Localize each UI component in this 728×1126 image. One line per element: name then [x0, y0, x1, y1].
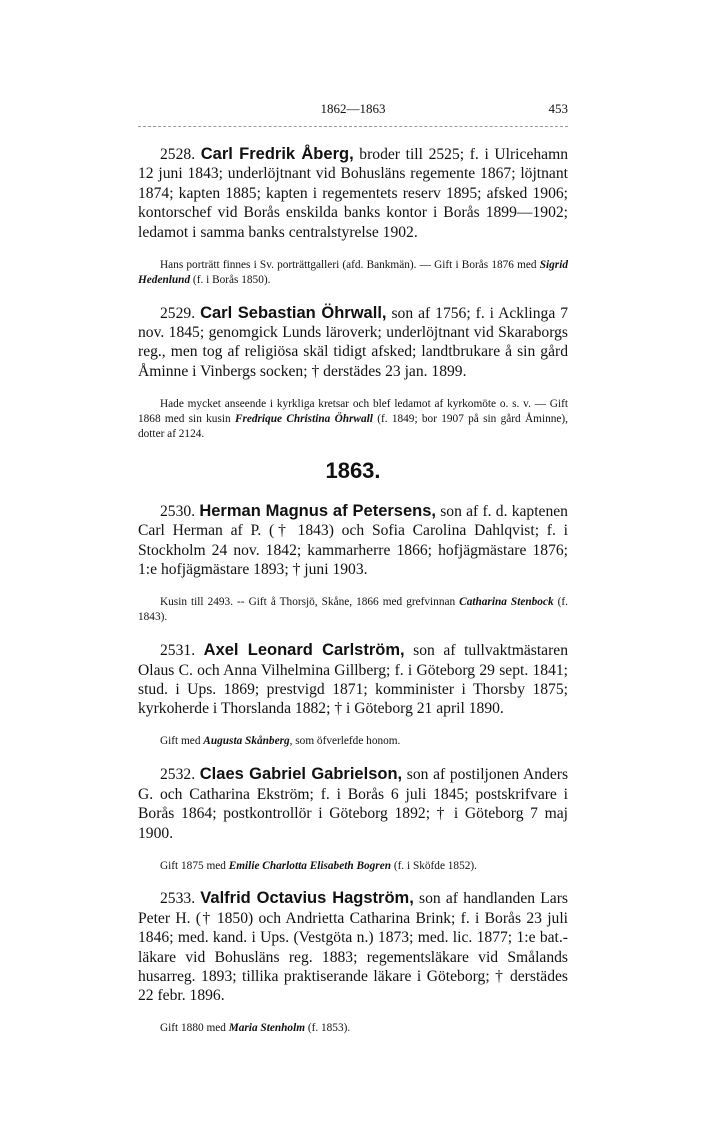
note-spouse-name: Augusta Skånberg [203, 735, 290, 748]
entry-text: son af tullvaktmästaren Olaus C. och Anna Vilhelmina Gillberg; f. i Göteborg 29 sept. 1841; stud. i Ups. 1869; prestvigd 1871; komminister i Thorsby 1875; kyrkoherde i Thorslanda 1882; † i Göteborg 21 april 1890. [138, 642, 568, 718]
year-heading: 1863. [325, 458, 381, 484]
entry [138, 304, 568, 443]
entry-text-block [138, 765, 568, 843]
entry-number: 2532. [160, 766, 196, 784]
entry-text: broder till 2525; f. i Ulricehamn 12 juni 1843; underlöjtnant vid Bohusläns regemente 1867; löjtnant 1874; kapten 1885; kapten i regementets reserv 1895; afsked 1906; kontorschef vid Borås enskilda banks kontor i Borås 1899—1902; ledamot i samma banks centralstyrelse 1902. [138, 146, 569, 241]
entry-text: son af postiljonen Anders G. och Catharina Ekström; f. i Borås 6 juli 1845; postskrifvare i Borås 1864; postkontrollör i Göteborg 1892; † i Göteborg 7 maj 1900. [138, 766, 569, 842]
entry-number: 2533. [160, 890, 196, 908]
entry-name: Claes Gabriel Gabrielson, [199, 765, 403, 784]
entry-text-block [138, 502, 568, 580]
header-years: 1862—1863 [320, 101, 386, 116]
entry [138, 889, 568, 1036]
note-text-b: (f. 1843). [138, 596, 568, 624]
entry-note [138, 595, 568, 625]
note-spouse-name: Fredrique Christina Öhrwall [234, 413, 373, 426]
entry-text: son af f. d. kaptenen Carl Herman af P. († 1843) och Sofia Carolina Dahlqvist; f. i Stockholm 24 nov. 1842; kammarherre 1866; hofjägmästare 1876; 1:e hofjägmästare 1893; † juni 1903. [138, 503, 568, 579]
note-text-a: Hans porträtt finnes i Sv. porträttgalleri (afd. Bankmän). — Gift i Borås 1876 med [160, 258, 540, 271]
entry-text: son af 1756; f. i Acklinga 7 nov. 1845; genomgick Lunds läroverk; underlöjtnant vid Skaraborgs reg., men tog af religiösa skäl tidigt afsked; landtbrukare å sin gård Åminne i Vinbergs socken; † derstädes 23 jan. 1899. [138, 304, 569, 380]
note-text-a: Gift 1875 med [160, 859, 229, 872]
entries-list [138, 145, 568, 1037]
entry-number: 2530. [160, 503, 196, 521]
entry-text-block [138, 145, 568, 242]
entry-note [138, 734, 568, 749]
note-spouse-name: Catharina Stenbock [459, 596, 554, 609]
book-page [138, 100, 568, 1039]
note-spouse-name: Sigrid Hedenlund [138, 258, 568, 286]
note-text-a: Gift 1880 med [160, 1022, 229, 1035]
running-header [138, 100, 568, 118]
note-text-b: (f. i Sköfde 1852). [391, 859, 477, 872]
entry-note [138, 397, 568, 443]
entry-text-block [138, 889, 568, 1005]
note-text-a: Hade mycket anseende i kyrkliga kretsar och blef ledamot af kyrkomöte o. s. v. — Gift 1868 med sin kusin [138, 397, 568, 426]
entry-note [138, 859, 568, 874]
entry-note [138, 258, 568, 288]
note-spouse-name: Emilie Charlotta Elisabeth Bogren [228, 859, 391, 872]
entry-name: Axel Leonard Carlström, [203, 641, 405, 660]
note-text-b: (f. 1849; bor 1907 på sin gård Åminne), dotter af 2124. [138, 413, 568, 441]
note-text-b: (f. 1853). [305, 1022, 351, 1035]
entry-name: Valfrid Octavius Hagström, [200, 889, 414, 908]
note-text-a: Gift med [160, 735, 204, 748]
entry-name: Herman Magnus af Petersens, [199, 502, 436, 521]
entry-text-block [138, 304, 568, 382]
note-text-b: (f. i Borås 1850). [190, 273, 271, 286]
entry-number: 2531. [160, 642, 196, 660]
entry-number: 2528. [160, 146, 196, 163]
entry [138, 145, 568, 288]
entry-note [138, 1021, 568, 1036]
page-number: 453 [548, 101, 568, 116]
entry-number: 2529. [160, 304, 196, 322]
header-rule [138, 126, 568, 127]
note-text-b: , som öfverlefde honom. [289, 735, 401, 748]
note-spouse-name: Maria Stenholm [228, 1022, 305, 1035]
entry [138, 502, 568, 626]
entry-text: son af handlanden Lars Peter H. († 1850) och Andrietta Catharina Brink; f. i Borås 23 juli 1846; med. kand. i Ups. (Vestgöta n.) 1873; med. lic. 1877; 1:e bat.-läkare vid Bohusläns reg. 1883; regementsläkare vid Smålands husarreg. 1893; tillika praktiserande läkare i Göteborg; † derstädes 22 febr. 1896. [138, 890, 568, 1005]
note-text-a: Kusin till 2493. -- Gift å Thorsjö, Skåne, 1866 med grefvinnan [160, 596, 460, 609]
entry-name: Carl Fredrik Åberg, [200, 145, 354, 163]
entry-name: Carl Sebastian Öhrwall, [200, 303, 387, 322]
entry [138, 765, 568, 873]
entry-text-block [138, 641, 568, 719]
entry [138, 641, 568, 749]
